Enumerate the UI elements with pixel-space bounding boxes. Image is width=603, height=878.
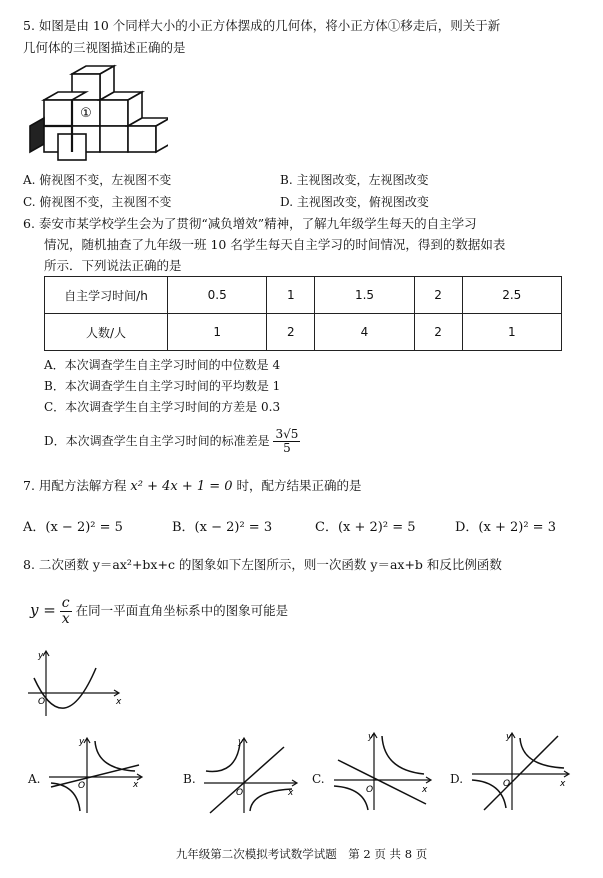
table-cell: 2 <box>414 277 462 314</box>
q6-option-d <box>44 428 300 455</box>
q6-line3: 所示．下列说法正确的是 <box>44 258 182 273</box>
q8-line2-text: 在同一平面直角坐标系中的图象可能是 <box>75 603 289 618</box>
axis-x-label: x <box>133 780 139 790</box>
study-time-table <box>44 276 562 351</box>
table-cell: 1 <box>267 277 315 314</box>
q8-y-eq: y = <box>30 601 56 619</box>
q5-option-c: C. 俯视图不变，主视图不变 <box>23 195 172 209</box>
q8-option-d-graph <box>468 730 573 812</box>
q7-option-c: C．(x + 2)² = 5 <box>315 520 416 535</box>
inverse-fraction <box>60 596 72 627</box>
q7-option-b: B．(x − 2)² = 3 <box>172 520 273 535</box>
q7-stem-pre: 7. 用配方法解方程 <box>23 478 127 493</box>
origin-label: O <box>38 697 46 707</box>
origin-label: O <box>78 781 86 791</box>
fraction-denominator: x <box>61 611 70 627</box>
table-header-time: 自主学习时间/h <box>45 277 168 314</box>
table-cell: 1.5 <box>315 277 414 314</box>
q5-option-d: D. 主视图改变，俯视图改变 <box>280 195 429 209</box>
q8-option-d-label: D. <box>450 772 464 786</box>
q6-option-c: C．本次调查学生自主学习时间的方差是 0.3 <box>44 400 281 414</box>
axis-x-label: x <box>422 785 428 795</box>
table-cell: 2.5 <box>462 277 561 314</box>
q5-option-b: B. 主视图改变，左视图改变 <box>280 173 429 187</box>
q8-option-a-graph <box>45 735 145 815</box>
table-cell: 1 <box>462 314 561 351</box>
q8-option-c-graph <box>330 730 435 812</box>
origin-label: O <box>503 779 511 789</box>
fraction-numerator: c <box>61 595 70 611</box>
axis-y-label: y <box>238 737 244 747</box>
page-footer: 九年级第二次模拟考试数学试题 第 2 页 共 8 页 <box>175 847 428 861</box>
parabola-graph <box>26 648 126 718</box>
std-dev-fraction <box>273 428 300 455</box>
origin-label: O <box>236 788 244 798</box>
q8-option-a-label: A. <box>28 772 41 786</box>
q6-option-b: B．本次调查学生自主学习时间的平均数是 1 <box>44 379 281 393</box>
q5-option-a: A. 俯视图不变，左视图不变 <box>23 173 172 187</box>
table-cell: 2 <box>414 314 462 351</box>
q6-line2: 情况，随机抽查了九年级一班 10 名学生每天自主学习的时间情况，得到的数据如表 <box>44 237 506 252</box>
axis-x-label: x <box>116 697 122 707</box>
table-header-count: 人数/人 <box>45 314 168 351</box>
q7-option-a: A．(x − 2)² = 5 <box>23 520 123 535</box>
table-row <box>45 314 562 351</box>
fraction-numerator: 3√5 <box>275 427 299 441</box>
q6-line1: 6. 泰安市某学校学生会为了贯彻“减负增效”精神，了解九年级学生每天的自主学习 <box>23 216 477 231</box>
axis-y-label: y <box>368 732 374 742</box>
table-cell: 0.5 <box>168 277 267 314</box>
q8-option-c-label: C. <box>312 772 325 786</box>
q8-option-b-graph <box>200 735 300 815</box>
q8-option-b-label: B. <box>183 772 196 786</box>
q6-option-d-text: D．本次调查学生自主学习时间的标准差是 <box>44 434 270 448</box>
q5-line1: 5. 如图是由 10 个同样大小的小正方体摆成的几何体，将小正方体①移走后，则关于新 <box>23 18 501 33</box>
q7-stem-post: 时，配方结果正确的是 <box>236 478 362 493</box>
fraction-denominator: 5 <box>283 441 291 455</box>
axis-x-label: x <box>288 788 294 798</box>
q7-stem <box>23 476 362 496</box>
axis-y-label: y <box>38 651 44 661</box>
origin-label: O <box>366 785 374 795</box>
q8-line1: 8. 二次函数 y＝ax²+bx+c 的图象如下左图所示，则一次函数 y＝ax+b 和反比例函数 <box>23 557 502 572</box>
q6-option-a: A．本次调查学生自主学习时间的中位数是 4 <box>44 358 281 372</box>
q7-equation: x² + 4x + 1 = 0 <box>130 479 233 494</box>
table-cell: 4 <box>315 314 414 351</box>
axis-x-label: x <box>560 779 566 789</box>
table-row <box>45 277 562 314</box>
q5-line2: 几何体的三视图描述正确的是 <box>23 40 186 55</box>
axis-y-label: y <box>506 732 512 742</box>
q7-option-d: D．(x + 2)² = 3 <box>455 520 556 535</box>
table-cell: 1 <box>168 314 267 351</box>
table-cell: 2 <box>267 314 315 351</box>
cube-1-label: ① <box>80 106 92 121</box>
q8-line2 <box>30 596 288 627</box>
cube-figure <box>28 64 168 164</box>
axis-y-label: y <box>79 737 85 747</box>
